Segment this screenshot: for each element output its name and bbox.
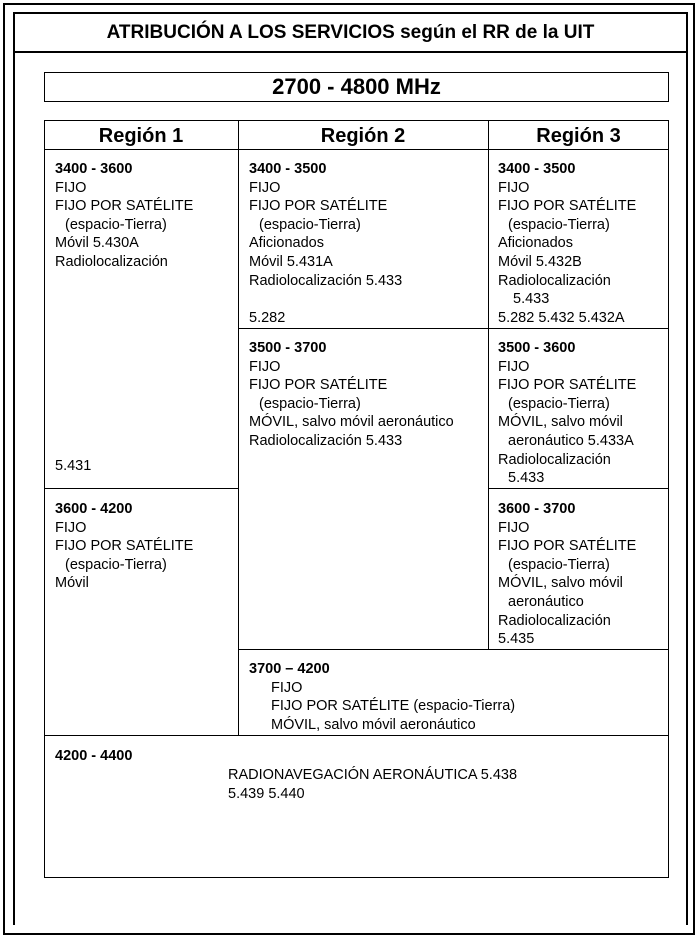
column-header-region-1: Región 1 xyxy=(98,125,184,147)
service-line: FIJO xyxy=(271,679,303,696)
service-line: (espacio-Tierra) xyxy=(259,216,361,233)
service-line: RADIONAVEGACIÓN AERONÁUTICA 5.438 xyxy=(228,767,518,783)
footnote-ref: 5.439 5.440 xyxy=(228,785,305,802)
service-line: Radiolocalización xyxy=(55,253,168,270)
service-line: Radiolocalización xyxy=(498,612,611,629)
cell-r3-3400-3500 xyxy=(498,160,636,327)
row-divider-r23-c xyxy=(238,649,669,650)
service-line: FIJO xyxy=(249,358,281,375)
footnote-ref: 5.282 xyxy=(249,310,286,326)
cell-r23-3700-4200 xyxy=(249,660,515,734)
service-line: (espacio-Tierra) xyxy=(508,556,610,573)
service-line: 5.433 xyxy=(513,291,550,308)
frequency-band: 3400 - 3500 xyxy=(249,161,327,177)
footnote-ref: 5.282 5.432 5.432A xyxy=(498,309,625,326)
cell-all-4200-4400 xyxy=(55,747,132,766)
service-line: aeronáutico 5.433A xyxy=(508,432,634,449)
row-divider-all xyxy=(44,735,669,736)
service-line: MÓVIL, salvo móvil xyxy=(498,575,623,592)
cell-r3-3600-3700 xyxy=(498,500,636,649)
page-title: ATRIBUCIÓN A LOS SERVICIOS según el RR de la UIT xyxy=(13,12,688,53)
service-line: FIJO xyxy=(498,358,530,375)
frequency-band: 3400 - 3500 xyxy=(498,161,576,177)
service-line: (espacio-Tierra) xyxy=(508,395,610,412)
row-divider-r1 xyxy=(44,488,239,489)
service-line: Radiolocalización xyxy=(498,451,611,468)
frequency-band: 3400 - 3600 xyxy=(55,161,133,177)
service-line: MÓVIL, salvo móvil xyxy=(498,414,623,431)
column-divider-2 xyxy=(488,120,489,650)
service-line: Móvil 5.430A xyxy=(55,235,139,252)
service-line: FIJO POR SATÉLITE xyxy=(498,198,637,215)
service-line: (espacio-Tierra) xyxy=(508,216,610,233)
service-line: aeronáutico xyxy=(508,593,584,610)
frequency-band: 3500 - 3600 xyxy=(498,340,576,356)
service-line: FIJO xyxy=(55,519,87,536)
row-divider-r23-a xyxy=(238,328,669,329)
service-line: FIJO xyxy=(498,519,530,536)
cell-r3-3500-3600 xyxy=(498,339,636,488)
cell-r1-3400-3600 xyxy=(55,160,193,272)
service-line: MÓVIL, salvo móvil aeronáutico xyxy=(249,414,454,431)
service-line: (espacio-Tierra) xyxy=(65,216,167,233)
column-header-region-3: Región 3 xyxy=(536,125,621,147)
service-line: Aficionados xyxy=(249,235,324,252)
service-line: FIJO POR SATÉLITE xyxy=(249,198,388,215)
service-line: Móvil xyxy=(55,575,89,592)
service-line: Radiolocalización 5.433 xyxy=(249,272,403,289)
service-line: FIJO POR SATÉLITE xyxy=(498,538,637,555)
service-line: Aficionados xyxy=(498,235,573,252)
frequency-band: 4200 - 4400 xyxy=(55,748,133,764)
service-line: FIJO xyxy=(55,179,87,196)
row-divider-r3-b xyxy=(488,488,669,489)
cell-r1-3600-4200 xyxy=(55,500,193,593)
cell-all-4200-4400-services xyxy=(228,766,517,803)
service-line: FIJO POR SATÉLITE xyxy=(55,198,194,215)
service-line: Radiolocalización xyxy=(498,272,611,289)
service-line: 5.433 xyxy=(508,470,545,487)
frequency-band: 3700 – 4200 xyxy=(249,661,330,677)
service-line: (espacio-Tierra) xyxy=(65,556,167,573)
column-divider-1 xyxy=(238,120,239,736)
frequency-band: 3600 - 4200 xyxy=(55,501,133,517)
frequency-band: 3500 - 3700 xyxy=(249,340,327,356)
cell-r2-3400-3500 xyxy=(249,160,402,290)
footnote-ref: 5.435 xyxy=(498,631,535,648)
service-line: Radiolocalización 5.433 xyxy=(249,432,403,449)
column-header-region-2: Región 2 xyxy=(320,125,406,147)
band-range: 2700 - 4800 MHz xyxy=(44,72,669,102)
cell-r2-3500-3700 xyxy=(249,339,454,451)
service-line: Móvil 5.431A xyxy=(249,253,333,270)
service-line: Móvil 5.432B xyxy=(498,253,582,270)
service-line: FIJO POR SATÉLITE xyxy=(498,377,637,394)
footnote-ref: 5.431 xyxy=(55,458,92,474)
service-line: FIJO xyxy=(498,179,530,196)
service-line: MÓVIL, salvo móvil aeronáutico xyxy=(271,716,476,733)
service-line: (espacio-Tierra) xyxy=(259,395,361,412)
service-line: FIJO xyxy=(249,179,281,196)
service-line: FIJO POR SATÉLITE (espacio-Tierra) xyxy=(271,698,516,715)
frequency-band: 3600 - 3700 xyxy=(498,501,576,517)
service-line: FIJO POR SATÉLITE xyxy=(55,538,194,555)
service-line: FIJO POR SATÉLITE xyxy=(249,377,388,394)
